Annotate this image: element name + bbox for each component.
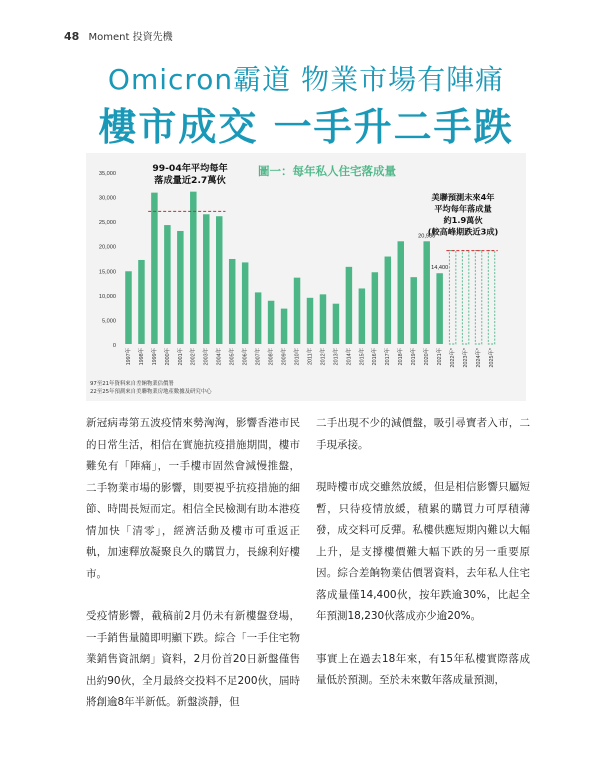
annotation-right-line: 平均每年落成量 [434, 203, 492, 214]
annotation-right-line: 美聯預測未來4年 [431, 192, 495, 202]
y-tick-label: 35,000 [98, 171, 116, 177]
chart-panel [86, 153, 526, 401]
forecast-bar [462, 251, 468, 344]
article-paragraph: 現時樓市成交雖然放緩，但是相信影響只屬短暫，只待疫情放緩，積累的購買力可厚積薄發，成交料可反彈。私樓供應短期內難以大幅上升，是支撐樓價難大幅下跌的另一重要原因。綜合差餉物業估價署資料，去年私人住宅落成量僅14,400伙，按年跌逾30%，比起全年預測18,230伙落成亦少逾20%。 [316, 481, 530, 622]
y-tick-label: 25,000 [98, 220, 116, 227]
x-tick-label: 2025年* [488, 348, 495, 368]
chart-title: 圖一：每年私人住宅落成量 [258, 164, 396, 178]
x-tick-label: 2008年 [268, 348, 275, 366]
article-paragraph: 新冠病毒第五波疫情來勢洶洶，影響香港市民的日常生活，相信在實施抗疫措施期間，樓市難免有「陣痛」，一手樓市固然會減慢推盤，二手物業市場的影響，則要視乎抗疫措施的細節、時間長短而定。相信全民檢測有助本港疫情加快「清零」，經濟活動及樓市可重返正軌，加速釋放凝聚良久的購買力，長線利好樓市。 [86, 417, 300, 580]
x-tick-label: 2004年 [216, 348, 223, 366]
bar [398, 241, 404, 344]
bar [242, 262, 248, 344]
bar [346, 267, 352, 344]
x-tick-label: 2020年 [424, 348, 431, 366]
data-label: 14,400 [431, 265, 449, 272]
bar-chart [86, 153, 526, 401]
x-tick-label: 2011年 [307, 348, 314, 365]
y-tick-label: 15,000 [98, 269, 116, 276]
bar [164, 225, 170, 344]
x-tick-label: 2018年 [398, 348, 405, 366]
x-tick-label: 2007年 [255, 348, 262, 366]
page-header [64, 28, 173, 43]
x-tick-label: 2021年 [437, 348, 444, 366]
annotation-right-line: 約1.9萬伙 [443, 215, 483, 225]
bar [320, 294, 326, 344]
page-number: 48 [64, 30, 80, 43]
x-tick-label: 2019年 [411, 348, 418, 366]
annotation-right-line: (較高峰期跌近3成) [427, 226, 499, 237]
bar [423, 241, 429, 344]
bar [268, 301, 274, 344]
bar [255, 292, 261, 344]
x-tick-label: 2000年 [164, 348, 171, 366]
forecast-bar [488, 251, 494, 344]
x-tick-label: 2022年* [450, 348, 457, 368]
x-tick-label: 2001年 [177, 348, 184, 366]
x-tick-label: 2010年 [294, 348, 301, 366]
bar [125, 271, 131, 344]
bar [190, 192, 196, 344]
annotation-left-line: 落成量近2.7萬伙 [154, 175, 226, 186]
data-label: 20,900 [418, 233, 436, 240]
bar [294, 278, 300, 344]
article-column-left [86, 413, 300, 735]
y-tick-label: 20,000 [98, 244, 116, 251]
bar [138, 260, 144, 344]
x-tick-label: 2002年 [190, 348, 197, 366]
x-tick-label: 2015年 [359, 348, 366, 366]
annotation-left-line: 99-04年平均每年 [152, 163, 228, 174]
bar [333, 304, 339, 344]
magazine-name: Moment 投資先機 [88, 32, 173, 43]
bar [216, 216, 222, 344]
bar [436, 273, 442, 344]
article-column-right [316, 413, 530, 713]
x-tick-label: 2023年* [463, 348, 470, 368]
y-tick-label: 5,000 [102, 318, 116, 325]
x-tick-label: 1997年 [125, 348, 132, 366]
x-tick-label: 2024年* [475, 348, 482, 368]
headline-line-2: 樓市成交 一手升二手跌 [98, 105, 514, 149]
forecast-bar [475, 251, 481, 344]
source-note: 22至25年預測來自美聯物業房地產數據及研究中心 [90, 389, 212, 395]
x-tick-label: 2014年 [346, 348, 353, 366]
y-tick-label: 10,000 [98, 293, 116, 300]
article-paragraph: 二手出現不少的減價盤，吸引尋寶者入市，二手現承接。 [316, 417, 530, 451]
article-paragraph: 事實上在過去18年來，有15年私樓實際落成量低於預測。至於未來數年落成量預測， [316, 652, 530, 686]
x-tick-label: 2012年 [320, 348, 327, 366]
y-tick-label: 0 [112, 343, 116, 349]
bar [177, 231, 183, 344]
x-tick-label: 2006年 [242, 348, 249, 366]
x-tick-label: 1998年 [138, 348, 145, 366]
article-paragraph: 受疫情影響，截稿前2月仍未有新樓盤登場，一手銷售量隨即明顯下跌。綜合「一手住宅物業銷售資訊網」資料，2月份首20日新盤僅售出約90伙，全月最終交投料不足200伙，屆時將創逾8年半新低。新盤淡靜，但 [86, 610, 300, 708]
bar [229, 259, 235, 344]
x-tick-label: 1999年 [151, 348, 158, 366]
x-tick-label: 2013年 [333, 348, 340, 366]
x-tick-label: 2017年 [385, 348, 392, 366]
forecast-bar [449, 251, 455, 344]
x-tick-label: 2003年 [203, 348, 210, 366]
bar [203, 214, 209, 344]
x-tick-label: 2009年 [281, 348, 288, 366]
bar [281, 309, 287, 344]
source-note: 97至21年資料來自差餉物業估價署 [90, 381, 174, 387]
x-tick-label: 2016年 [372, 348, 379, 366]
bar [359, 288, 365, 344]
headline-line-1: Omicron霸道 物業市場有陣痛 [107, 63, 505, 96]
bar [385, 257, 391, 344]
y-tick-label: 30,000 [98, 195, 116, 202]
bar [307, 298, 313, 344]
bar [410, 277, 416, 344]
bar [151, 193, 157, 344]
bar [372, 272, 378, 344]
x-tick-label: 2005年 [229, 348, 236, 366]
